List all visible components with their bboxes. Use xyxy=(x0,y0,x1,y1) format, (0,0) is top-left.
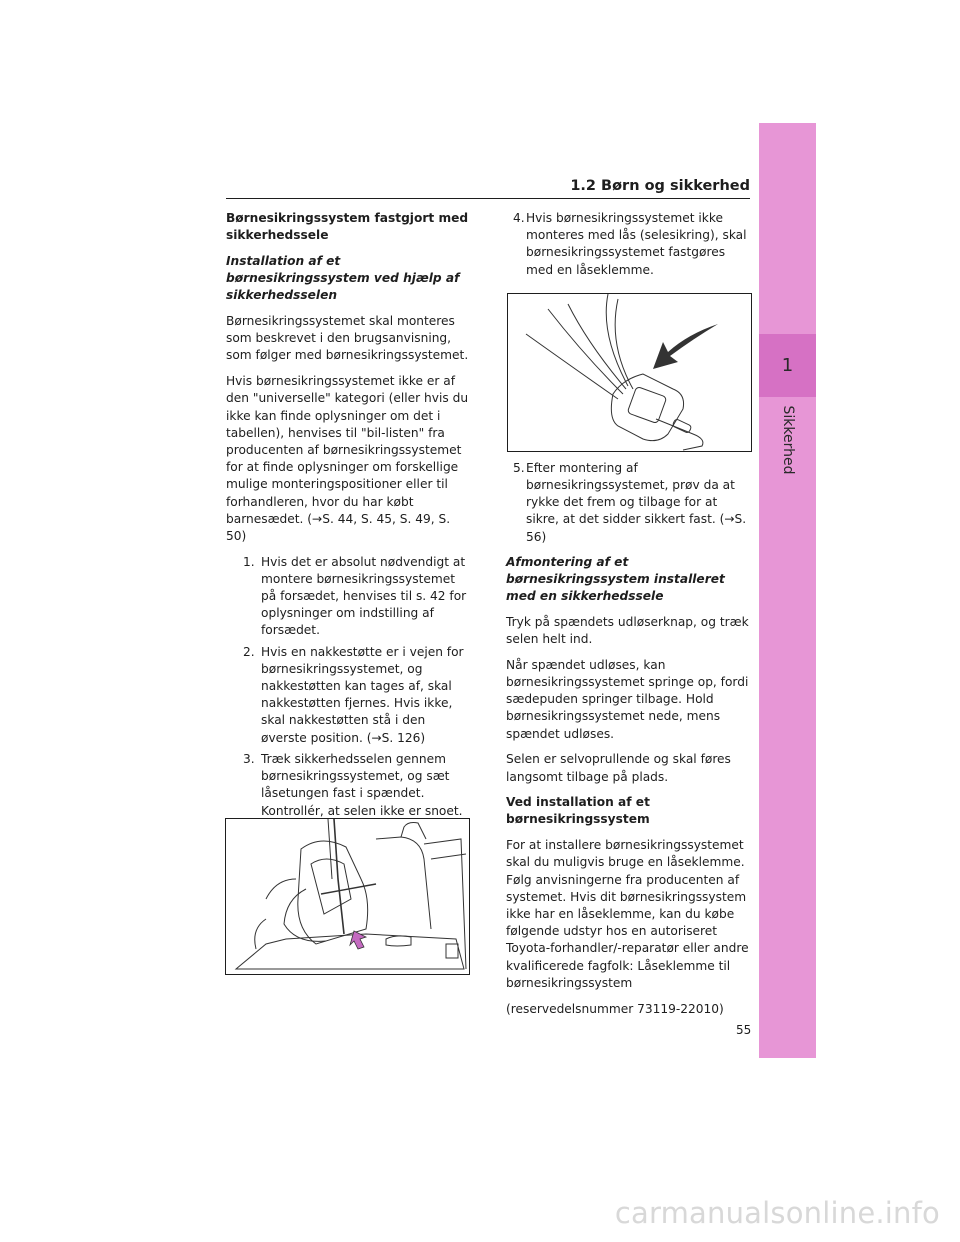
step-number: 3. xyxy=(243,751,255,766)
step-text: Hvis det er absolut nødvendigt at montere børnesikringssystemet på forsædet, henvises til s. 42 for oplysninger om indstilling af forsædet. xyxy=(261,554,467,638)
paragraph: Selen er selvoprullende og skal føres langsomt tilbage på plads. xyxy=(506,752,731,784)
paragraph: (reservedelsnummer 73119-22010) xyxy=(506,1001,724,1016)
step-text: Hvis en nakkestøtte er i vejen for børnesikringssystemet, og nakkestøtten kan tages af, skal nakkestøtten fjernes. Hvis ikke, skal nakkestøtten stå i den øverste position. (→S. 126) xyxy=(261,644,464,745)
watermark: carmanualsonline.info xyxy=(614,1196,940,1230)
step-item xyxy=(226,644,474,747)
child-seat-illustration xyxy=(225,818,470,975)
paragraph: Tryk på spændets udløserknap, og træk selen helt ind. xyxy=(506,614,749,647)
step-text: Træk sikkerhedsselen gennem børnesikringssystemet, og sæt låsetungen fast i spændet. Kontrollér, at selen ikke er snoet. xyxy=(261,751,463,818)
step-text: Efter montering af børnesikringssystemet, prøv da at rykke det frem og tilbage for at sikre, at det sidder sikkert fast. (→S. 56) xyxy=(526,460,747,544)
paragraph: Når spændet udløses, kan børnesikringssystemet springe op, fordi sædepuden springer tilbage. Hold børnesikringssystemet nede, mens spændet udløses. xyxy=(506,657,749,741)
step-text: Hvis børnesikringssystemet ikke monteres med lås (selesikring), skal børnesikringssystemet fastgøres med en låseklemme. xyxy=(526,211,747,277)
chapter-number: 1 xyxy=(781,355,794,376)
step-item xyxy=(506,210,752,279)
step-number: 2. xyxy=(243,644,255,659)
locking-clip-drawing xyxy=(508,294,751,451)
paragraph: Hvis børnesikringssystemet ikke er af den "universelle" kategori (eller hvis du ikke kan finde oplysninger om det i tabellen), henvises til "bil-listen" fra producenten af børnesikringssystemet for at finde oplysninger om forskellige mulige monteringspositioner eller til forhandleren, hvor du har købt barnesædet. (→S. 44, S. 45, S. 49, S. 50) xyxy=(226,374,469,543)
chapter-number-box xyxy=(759,334,816,397)
subsection-heading: Afmontering af et børnesikringssystem installeret med en sikkerhedssele xyxy=(506,554,725,604)
paragraph: Børnesikringssystemet skal monteres som beskrevet i den brugsanvisning, som følger med børnesikringssystemet. xyxy=(226,314,469,363)
section-heading: Børnesikringssystem fastgjort med sikkerhedssele xyxy=(226,211,469,243)
step-number: 1. xyxy=(243,554,255,569)
left-column xyxy=(226,210,474,914)
step-list xyxy=(506,210,752,279)
section-heading: Ved installation af et børnesikringssystem xyxy=(506,795,650,827)
step-item xyxy=(506,460,752,546)
locking-clip-illustration xyxy=(507,293,752,452)
header-divider xyxy=(226,198,750,199)
step-number: 5. xyxy=(513,460,525,475)
step-list xyxy=(506,460,752,546)
chapter-label: Sikkerhed xyxy=(780,405,796,475)
chapter-side-tab xyxy=(759,123,816,1058)
step-item xyxy=(226,554,474,640)
paragraph: For at installere børnesikringssystemet skal du muligvis bruge en låseklemme. Følg anvisningerne fra producenten af systemet. Hvis dit børnesikringssystem ikke har en låseklemme, kan du købe følgende udstyr hos en autoriseret Toyota-forhandler/-reparatør eller andre kvalificerede fagfolk: Låseklemme til børnesikringssystem xyxy=(506,838,749,990)
section-title: 1.2 Børn og sikkerhed xyxy=(570,178,750,194)
subsection-heading: Installation af et børnesikringssystem ved hjælp af sikkerhedsselen xyxy=(226,253,460,303)
step-number: 4. xyxy=(513,211,525,225)
child-seat-drawing xyxy=(226,819,469,974)
page-number: 55 xyxy=(736,1023,752,1037)
